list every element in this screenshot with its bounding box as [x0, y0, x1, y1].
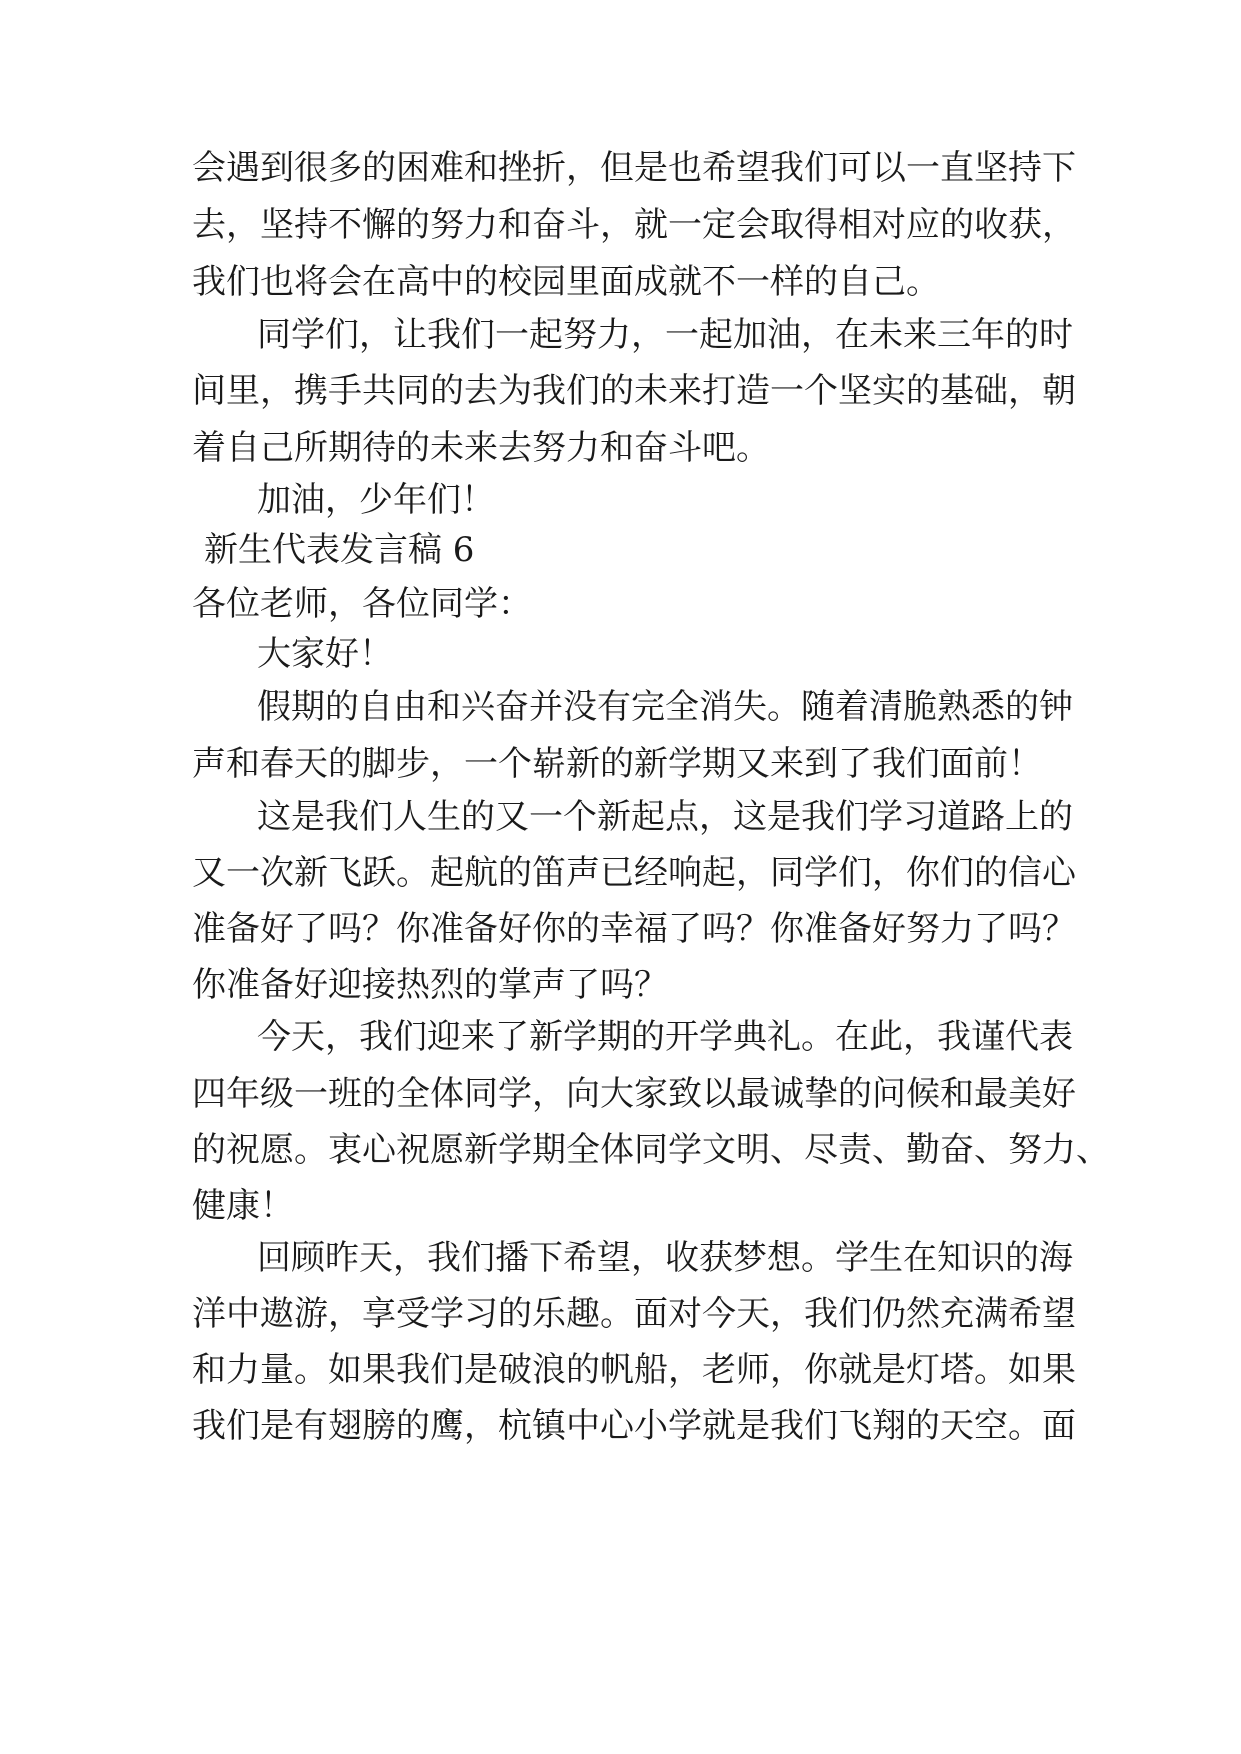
text-line: 会遇到很多的困难和挫折，但是也希望我们可以一直坚持下	[192, 148, 1076, 188]
text-line: 你准备好迎接热烈的掌声了吗？	[192, 965, 668, 1005]
paragraph-first-line: 加油，少年们！	[257, 480, 495, 520]
paragraph-first-line: 这是我们人生的又一个新起点，这是我们学习道路上的	[257, 797, 1073, 837]
greeting: 大家好！	[257, 634, 393, 674]
text-line: 的祝愿。衷心祝愿新学期全体同学文明、尽责、勤奋、努力、	[192, 1130, 1110, 1170]
text-line: 我们也将会在高中的校园里面成就不一样的自己。	[192, 262, 940, 302]
salutation: 各位老师，各位同学：	[192, 584, 532, 624]
text-line: 准备好了吗？你准备好你的幸福了吗？你准备好努力了吗？	[192, 909, 1076, 949]
paragraph-first-line: 假期的自由和兴奋并没有完全消失。随着清脆熟悉的钟	[257, 687, 1073, 727]
paragraph-first-line: 今天，我们迎来了新学期的开学典礼。在此，我谨代表	[257, 1017, 1073, 1057]
section-heading: 新生代表发言稿 6	[204, 530, 475, 570]
text-line: 声和春天的脚步，一个崭新的新学期又来到了我们面前！	[192, 744, 1042, 784]
text-line: 又一次新飞跃。起航的笛声已经响起，同学们，你们的信心	[192, 853, 1076, 893]
paragraph-first-line: 回顾昨天，我们播下希望，收获梦想。学生在知识的海	[257, 1238, 1073, 1278]
text-line: 我们是有翅膀的鹰，杭镇中心小学就是我们飞翔的天空。面	[192, 1406, 1076, 1446]
text-line: 去，坚持不懈的努力和奋斗，就一定会取得相对应的收获，	[192, 205, 1076, 245]
text-line: 四年级一班的全体同学，向大家致以最诚挚的问候和最美好	[192, 1074, 1076, 1114]
text-line: 间里，携手共同的去为我们的未来打造一个坚实的基础，朝	[192, 371, 1076, 411]
text-line: 健康！	[192, 1186, 294, 1226]
paragraph-first-line: 同学们，让我们一起努力，一起加油，在未来三年的时	[257, 315, 1073, 355]
text-line: 着自己所期待的未来去努力和奋斗吧。	[192, 428, 770, 468]
text-line: 洋中遨游，享受学习的乐趣。面对今天，我们仍然充满希望	[192, 1294, 1076, 1334]
text-line: 和力量。如果我们是破浪的帆船，老师，你就是灯塔。如果	[192, 1350, 1076, 1390]
